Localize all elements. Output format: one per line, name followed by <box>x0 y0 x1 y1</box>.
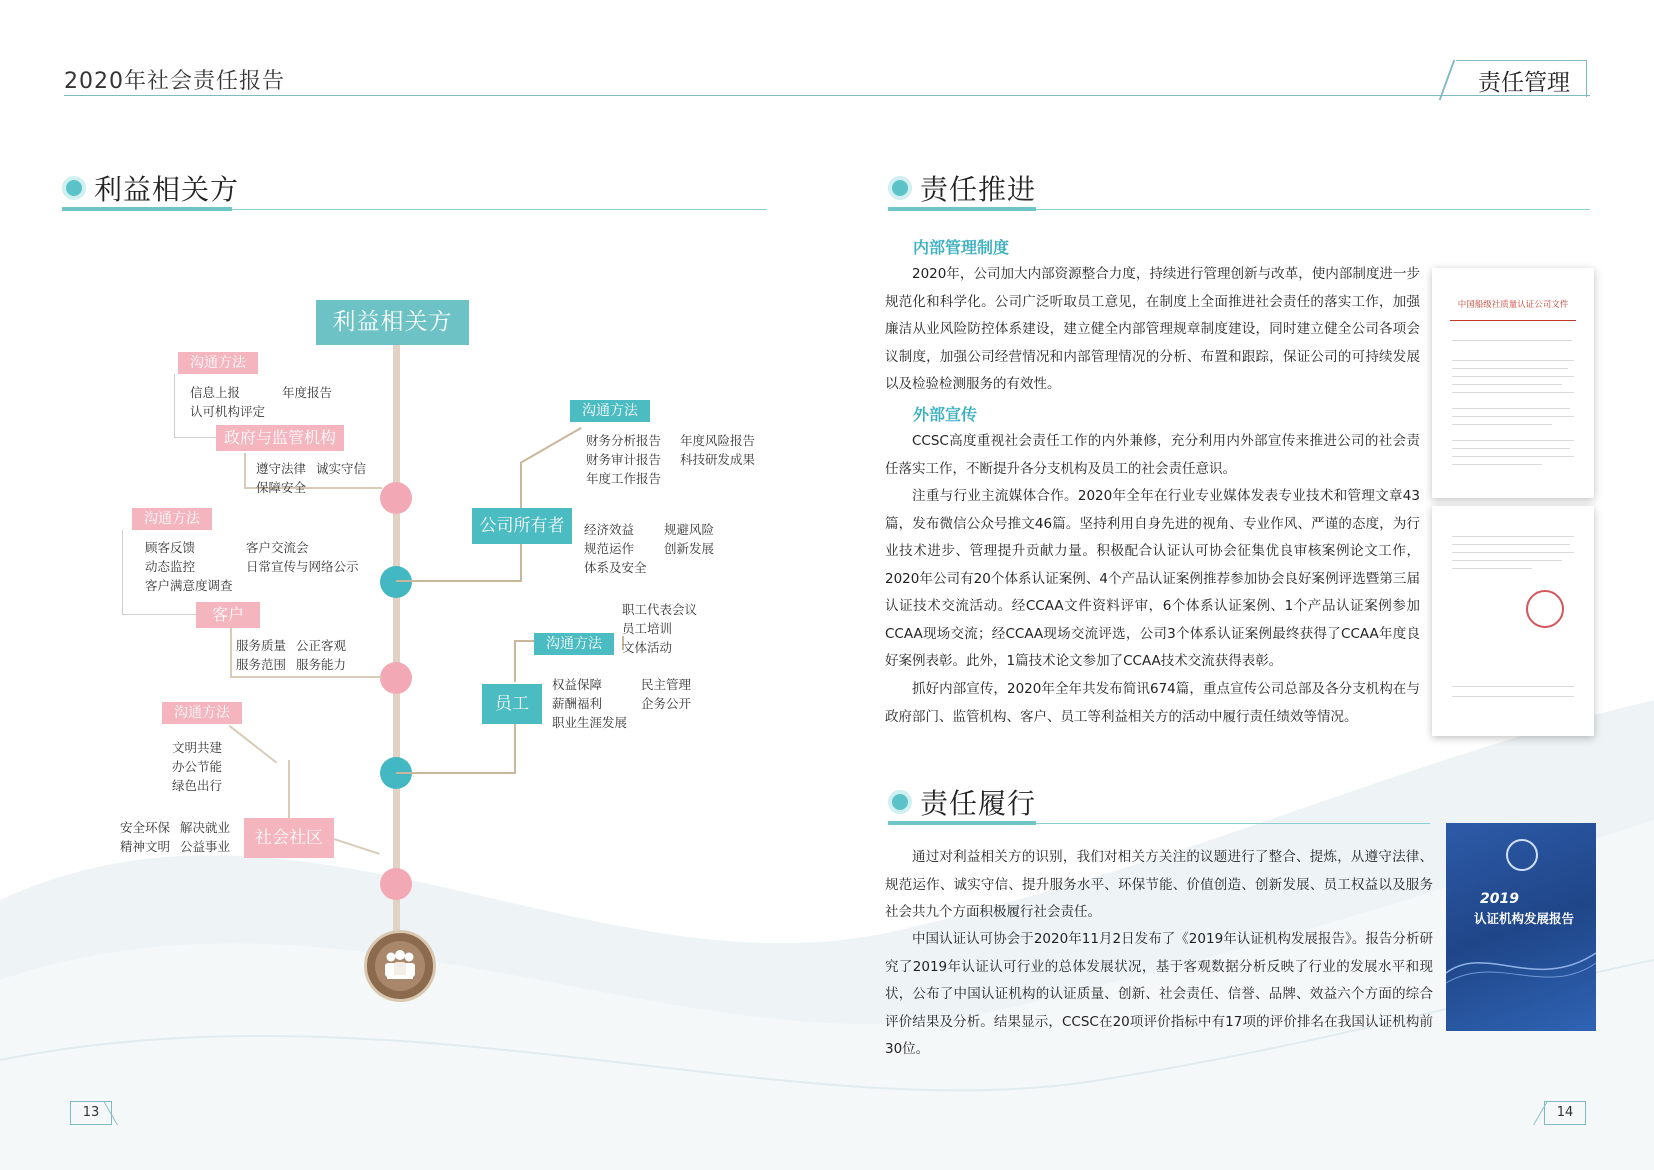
tree-node-community <box>380 868 412 900</box>
method-item: 客户满意度调查 <box>145 578 233 593</box>
connector <box>514 640 516 682</box>
report-year: 2019 <box>1480 891 1519 907</box>
connector <box>520 462 522 508</box>
stakeholder-customer: 客户 <box>196 602 260 628</box>
report-title-cover: 认证机构发展报告 <box>1474 911 1575 926</box>
report-cover-image <box>1446 823 1596 1031</box>
paragraph-internal-publicity: 抓好内部宣传，2020年全年共发布简讯674篇，重点宣传公司总部及各分支机构在与政府部门、监管机构、客户、员工等利益相关方的活动中履行责任绩效等情况。 <box>885 681 1420 725</box>
connector <box>229 725 278 764</box>
stakeholder-community: 社会社区 <box>244 818 334 858</box>
concern-item: 保障安全 <box>256 480 307 495</box>
tree-trunk <box>393 345 400 940</box>
concern-item: 企务公开 <box>641 696 692 711</box>
section-bullet-icon <box>888 176 912 200</box>
section-title-stakeholders: 利益相关方 <box>94 173 240 206</box>
seal-icon <box>1526 590 1564 628</box>
section-bullet-icon <box>888 790 912 814</box>
concern-item: 职业生涯发展 <box>552 715 628 730</box>
method-item: 客户交流会 <box>246 540 309 555</box>
connector <box>174 437 216 438</box>
section-rule <box>1036 823 1430 824</box>
subtitle-internal-system: 内部管理制度 <box>913 238 1010 257</box>
section-underline <box>62 207 232 211</box>
header-divider <box>64 95 1590 96</box>
document-title: 中国船级社质量认证公司文件 <box>1457 300 1569 310</box>
concern-item: 安全环保 <box>120 820 171 835</box>
method-item: 年度工作报告 <box>586 471 662 486</box>
concern-item: 公正客观 <box>296 638 347 653</box>
section-rule <box>1036 209 1590 210</box>
connector <box>396 580 522 582</box>
concern-item: 公益事业 <box>180 839 231 854</box>
method-item: 日常宣传与网络公示 <box>246 559 359 574</box>
tree-root: 利益相关方 <box>316 300 469 345</box>
stakeholder-government: 政府与监管机构 <box>216 425 344 451</box>
section-title-promotion: 责任推进 <box>920 173 1037 206</box>
method-label-customer: 沟通方法 <box>132 508 212 530</box>
subtitle-external-publicity: 外部宣传 <box>913 405 978 424</box>
stakeholder-employee: 员工 <box>482 684 542 724</box>
method-item: 科技研发成果 <box>680 452 756 467</box>
concern-item: 服务质量 <box>236 638 287 653</box>
connector <box>122 614 196 615</box>
method-label-government: 沟通方法 <box>178 352 258 374</box>
paragraph-internal-system: 2020年，公司加大内部资源整合力度，持续进行管理创新与改革，使内部制度进一步规范化和科学化。公司广泛听取员工意见，在制度上全面推进社会责任的落实工作，加强廉洁从业风险防控体系建设，建立健全内部管理规章制度建设，同时建立健全公司各项会议制度，加强公司经营情况和内部管理情况的分析、布置和跟踪，保证公司的可持续发展以及检验检测服务的有效性。 <box>885 266 1420 392</box>
method-item: 认可机构评定 <box>190 404 266 419</box>
concern-item: 解决就业 <box>180 820 231 835</box>
method-item: 财务分析报告 <box>586 433 662 448</box>
method-item: 信息上报 <box>190 385 241 400</box>
concern-item: 薪酬福利 <box>552 696 603 711</box>
method-item: 文明共建 <box>172 740 223 755</box>
tree-node-government <box>380 482 412 514</box>
stakeholder-owner: 公司所有者 <box>472 508 572 544</box>
document-page-image <box>1432 268 1594 498</box>
concern-item: 规避风险 <box>664 522 715 537</box>
connector <box>520 427 582 464</box>
section-tab-label: 责任管理 <box>1478 70 1570 96</box>
concern-item: 规范运作 <box>584 541 635 556</box>
concern-item: 权益保障 <box>552 677 603 692</box>
concern-item: 服务范围 <box>236 657 287 672</box>
method-item: 年度报告 <box>282 385 333 400</box>
paragraph-media-cooperation: 注重与行业主流媒体合作。2020年全年在行业专业媒体发表专业技术和管理文章43篇，发布微信公众号推文46篇。坚持利用自身先进的视角、专业作风、严谨的态度，为行业技术进步、管理提升贡献力量。积极配合认证认可协会征集优良审核案例论文工作，2020年公司有20个体系认证案例、4个产品认证案例推荐参加协会良好案例评选暨第三届认证技术交流活动。经CCAA文件资料评审，6个体系认证案例、1个产品认证案例参加CCAA现场交流；经CCAA现场交流评选，公司3个体系认证案例最终获得了CCAA年度良好案例表彰。此外，1篇技术论文参加了CCAA技术交流获得表彰。 <box>885 488 1420 669</box>
paragraph-publicity-intro: CCSC高度重视社会责任工作的内外兼修，充分利用内外部宣传来推进公司的社会责任落实工作，不断提升各分支机构及员工的社会责任意识。 <box>885 433 1420 477</box>
report-title: 2020年社会责任报告 <box>64 69 285 94</box>
section-underline <box>888 207 1036 211</box>
method-item: 文体活动 <box>622 640 673 655</box>
method-item: 职工代表会议 <box>622 602 698 617</box>
method-item: 动态监控 <box>145 559 196 574</box>
page-number-right: 14 <box>1544 1101 1586 1125</box>
concern-item: 精神文明 <box>120 839 171 854</box>
method-label-employee: 沟通方法 <box>534 633 614 655</box>
concern-item: 经济效益 <box>584 522 635 537</box>
concern-item: 民主管理 <box>641 677 692 692</box>
section-title-fulfillment: 责任履行 <box>920 787 1037 820</box>
connector <box>244 453 246 489</box>
section-rule <box>232 209 767 210</box>
method-item: 财务审计报告 <box>586 452 662 467</box>
concern-item: 体系及安全 <box>584 560 647 575</box>
connector <box>520 544 522 582</box>
method-label-owner: 沟通方法 <box>570 400 650 422</box>
tree-node-owner <box>380 566 412 598</box>
page-number-left: 13 <box>70 1101 112 1125</box>
method-item: 员工培训 <box>622 621 673 636</box>
method-label-community: 沟通方法 <box>162 702 242 724</box>
concern-item: 服务能力 <box>296 657 347 672</box>
connector <box>230 676 382 678</box>
paragraph-ccaa-report: 中国认证认可协会于2020年11月2日发布了《2019年认证机构发展报告》。报告分析研究了2019年认证认可行业的总体发展状况，基于客观数据分析反映了行业的发展水平和现状，公布了中国认证机构的认证质量、创新、社会责任、信誉、品牌、效益六个方面的综合评价结果及分析。结果显示，CCSC在20项评价指标中有17项的评价排名在我国认证机构前30位。 <box>885 931 1433 1057</box>
cover-wave-decoration <box>1446 933 1596 1003</box>
section-underline <box>888 821 1036 825</box>
tree-node-customer <box>380 662 412 694</box>
connector <box>122 530 123 614</box>
connector <box>174 374 175 438</box>
association-logo-icon <box>1506 839 1538 871</box>
method-item: 年度风险报告 <box>680 433 756 448</box>
connector <box>288 760 290 820</box>
paragraph-fulfillment: 通过对利益相关方的识别，我们对相关方关注的议题进行了整合、提炼，从遵守法律、规范运作、诚实守信、提升服务水平、环保节能、价值创造、创新发展、员工权益以及服务社会共九个方面积极履行社会责任。 <box>885 849 1433 920</box>
method-item: 办公节能 <box>172 759 223 774</box>
connector <box>230 628 232 678</box>
concern-item: 遵守法律 <box>256 461 307 476</box>
connector <box>514 724 516 774</box>
header-tab-slash <box>1439 60 1456 100</box>
method-item: 顾客反馈 <box>145 540 196 555</box>
section-bullet-icon <box>62 176 86 200</box>
document-page-image <box>1432 506 1594 736</box>
people-icon <box>364 930 436 1002</box>
connector <box>333 838 379 855</box>
concern-item: 诚实守信 <box>316 461 367 476</box>
connector <box>396 772 516 774</box>
concern-item: 创新发展 <box>664 541 715 556</box>
method-item: 绿色出行 <box>172 778 223 793</box>
